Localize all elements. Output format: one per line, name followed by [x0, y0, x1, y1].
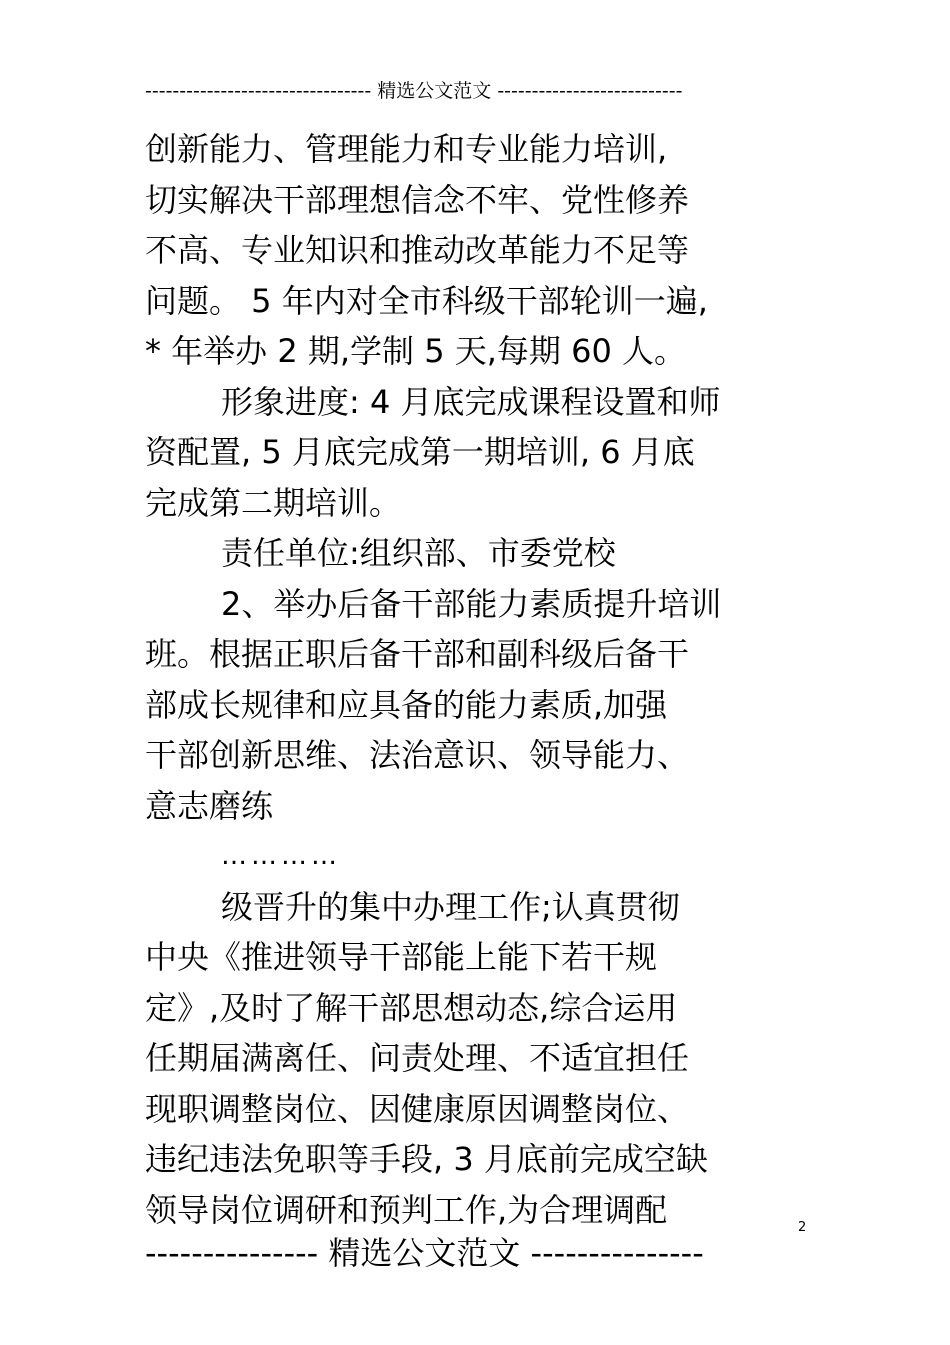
body-line: 资配置, 5 月底完成第一期培训, 6 月底 [145, 433, 695, 471]
body-line: 意志磨练 [145, 786, 274, 825]
body-line: 班。根据正职后备干部和副科级后备干 [145, 635, 690, 673]
body-line: 定》,及时了解干部思想动态,综合运用 [145, 988, 678, 1027]
body-line: 不高、专业知识和推动改革能力不足等 [145, 231, 690, 269]
body-line: 中央《推进领导干部能上能下若干规 [145, 938, 658, 976]
page-number: 2 [798, 1220, 807, 1235]
ellipsis-separator: ………… [221, 841, 341, 871]
body-line: 切实解决干部理想信念不牢、党性修养 [145, 180, 690, 219]
document-body [145, 124, 835, 1235]
body-line: 干部创新思维、法治意识、领导能力、 [145, 736, 690, 774]
body-line: * 年举办 2 期,学制 5 天,每期 60 人。 [145, 332, 686, 370]
body-line: 责任单位:组织部、市委党校 [221, 534, 616, 572]
page-header: --------------------------------- 精选公文范文 --------------------------- [145, 80, 683, 102]
body-line: 创新能力、管理能力和专业能力培训, [145, 130, 668, 168]
body-line: 级晋升的集中办理工作;认真贯彻 [221, 887, 680, 926]
body-line: 部成长规律和应具备的能力素质,加强 [145, 685, 668, 724]
body-line: 任期届满离任、问责处理、不适宜担任 [145, 1039, 690, 1077]
body-line: 形象进度: 4 月底完成课程设置和师 [221, 382, 721, 421]
body-line: 问题。 5 年内对全市科级干部轮训一遍, [145, 281, 708, 320]
body-line: 2、举办后备干部能力素质提升培训 [221, 584, 722, 623]
page-footer: --------------- 精选公文范文 --------------- [145, 1234, 704, 1272]
body-line: 违纪违法免职等手段, 3 月底前完成空缺 [145, 1140, 708, 1178]
body-line: 领导岗位调研和预判工作,为合理调配 [145, 1190, 668, 1229]
body-line: 完成第二期培训。 [145, 483, 402, 522]
body-line: 现职调整岗位、因健康原因调整岗位、 [145, 1089, 690, 1128]
